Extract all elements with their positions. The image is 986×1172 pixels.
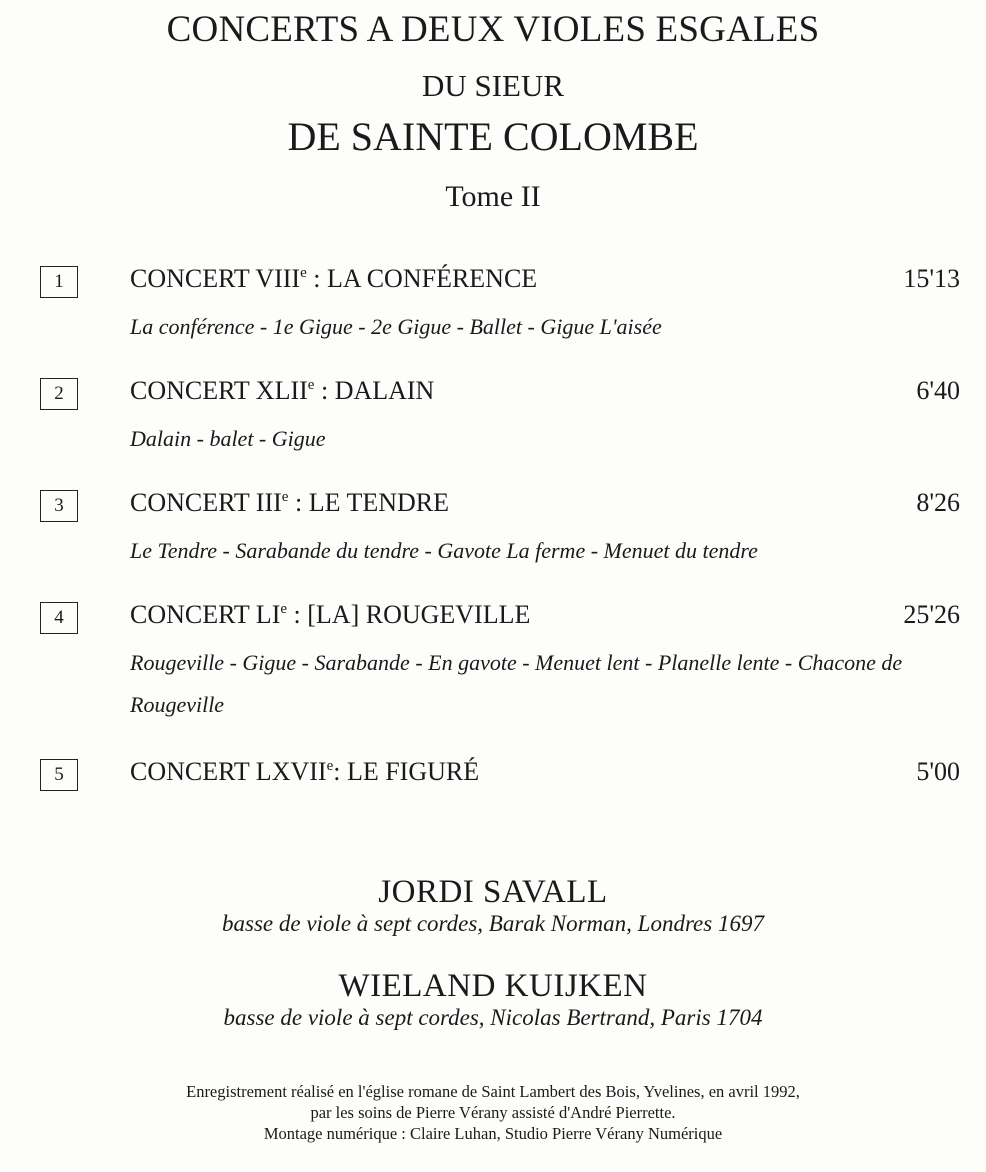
- track-duration: 15'13: [903, 264, 960, 293]
- performer-name: JORDI SAVALL: [378, 874, 608, 910]
- credits-line: Montage numérique : Claire Luhan, Studio Pierre Vérany Numérique: [263, 1124, 723, 1143]
- track-movements: Le Tendre - Sarabande du tendre - Gavote La ferme - Menuet du tendre: [130, 538, 758, 563]
- track-movements: La conférence - 1e Gigue - 2e Gigue - Ballet - Gigue L'aisée: [130, 314, 662, 339]
- track-title: CONCERT LXVIIe: LE FIGURÉ: [130, 757, 480, 786]
- track-number: 3: [40, 490, 78, 522]
- track-duration: 25'26: [903, 600, 960, 629]
- recording-credits: [0, 1081, 986, 1144]
- track-number: 1: [40, 266, 78, 298]
- volume-label: Tome II: [445, 180, 541, 213]
- track-duration: 8'26: [916, 488, 960, 517]
- track-movements: Rougeville - Gigue - Sarabande - En gavote - Menuet lent - Planelle lente - Chacone de Rougeville: [130, 650, 903, 717]
- performer-name: WIELAND KUIJKEN: [338, 968, 648, 1004]
- composer-prefix: DU SIEUR: [421, 68, 565, 103]
- performer: [0, 968, 986, 1031]
- album-title: CONCERTS A DEUX VIOLES ESGALES: [166, 9, 820, 50]
- track-duration: 5'00: [916, 757, 960, 786]
- track-duration: 6'40: [916, 376, 960, 405]
- track-title: CONCERT LIe : [LA] ROUGEVILLE: [130, 600, 531, 629]
- performer-instrument: basse de viole à sept cordes, Barak Norman, Londres 1697: [222, 911, 764, 936]
- track-title: CONCERT IIIe : LE TENDRE: [130, 488, 450, 517]
- performer-instrument: basse de viole à sept cordes, Nicolas Bertrand, Paris 1704: [223, 1005, 763, 1030]
- track-number: 5: [40, 759, 78, 791]
- track-title: CONCERT XLIIe : DALAIN: [130, 376, 435, 405]
- track-title: CONCERT VIIIe : LA CONFÉRENCE: [130, 264, 538, 293]
- credits-line: Enregistrement réalisé en l'église romane de Saint Lambert des Bois, Yvelines, en avril 1992,: [186, 1082, 800, 1101]
- track-number: 2: [40, 378, 78, 410]
- track-number: 4: [40, 602, 78, 634]
- track-movements: Dalain - balet - Gigue: [130, 426, 326, 451]
- composer-name: DE SAINTE COLOMBE: [287, 114, 699, 159]
- credits-line: par les soins de Pierre Vérany assisté d'André Pierrette.: [310, 1103, 676, 1122]
- performer: [0, 874, 986, 937]
